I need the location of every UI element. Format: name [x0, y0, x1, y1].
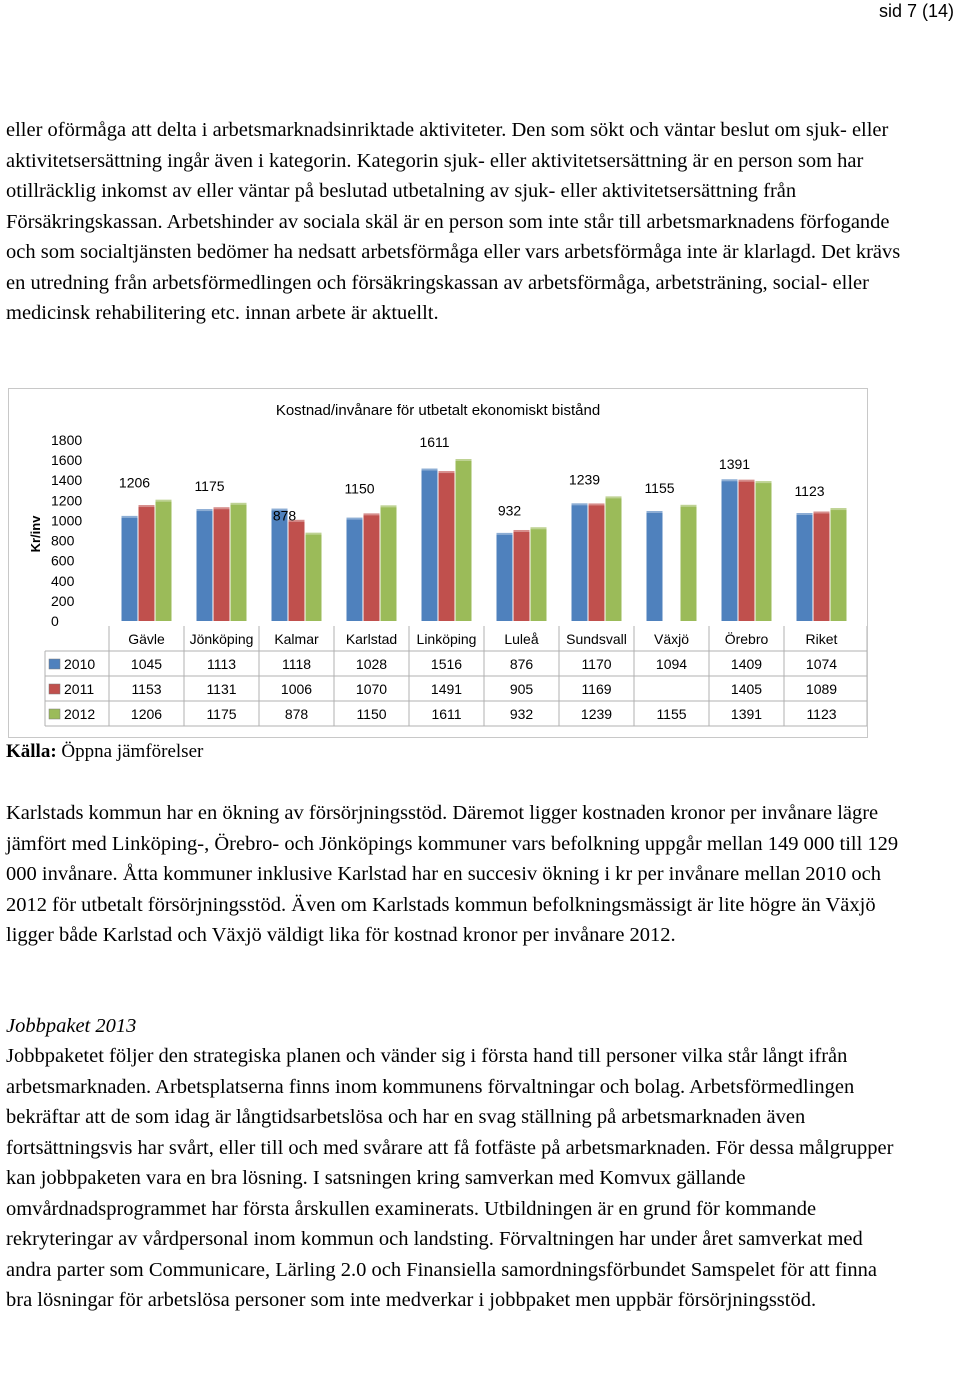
bar-linkoping-2010: [422, 469, 438, 621]
table-value-2010-linkoping: 1516: [430, 656, 463, 672]
y-tick-1600: 1600: [51, 452, 83, 469]
bar-top-riket-2011: [814, 511, 830, 513]
bar-top-lulea-2012: [531, 527, 547, 529]
table-value-2012-vaxjo: 1155: [656, 706, 687, 722]
legend-label-2011: 2011: [64, 681, 95, 697]
bar-top-orebro-2010: [722, 479, 738, 481]
bar-top-karlstad-2010: [347, 518, 363, 520]
bar-vaxjo-2012: [681, 505, 697, 621]
data-label-gavle: 1206: [118, 474, 151, 491]
bar-top-riket-2010: [797, 513, 813, 515]
y-tick-1400: 1400: [51, 472, 83, 489]
bar-gavle-2010: [122, 516, 138, 621]
bar-top-lulea-2010: [497, 533, 513, 535]
bar-jonkoping-2010: [197, 509, 213, 621]
cost-per-capita-chart: [8, 388, 868, 738]
category-label-riket: Riket: [805, 631, 838, 647]
table-value-2011-karlstad: 1070: [355, 681, 388, 697]
table-value-2012-jonkoping: 1175: [206, 706, 237, 722]
category-label-kalmar: Kalmar: [274, 631, 319, 647]
data-label-vaxjo: 1155: [644, 479, 675, 496]
category-label-vaxjo: Växjö: [653, 631, 690, 647]
data-label-kalmar: 878: [272, 507, 297, 524]
jobbpaket-heading: Jobbpaket 2013: [6, 1015, 137, 1037]
table-value-2011-lulea: 905: [509, 681, 534, 697]
bar-top-gavle-2010: [122, 516, 138, 518]
bar-top-vaxjo-2010: [647, 511, 663, 513]
bar-lulea-2010: [497, 533, 513, 621]
table-value-2012-riket: 1123: [806, 706, 837, 722]
table-value-2012-sundsvall: 1239: [580, 706, 613, 722]
bar-top-sundsvall-2010: [572, 503, 588, 505]
bar-top-gavle-2011: [139, 505, 155, 507]
bar-riket-2012: [831, 508, 847, 621]
category-label-lulea: Luleå: [504, 631, 539, 647]
bar-lulea-2011: [514, 530, 530, 621]
source-text: Öppna jämförelser: [61, 741, 204, 762]
bar-riket-2011: [814, 511, 830, 621]
bar-karlstad-2011: [364, 513, 380, 621]
jobbpaket-paragraph: Jobbpaketet följer den strategiska planen och vänder sig i första hand till personer vilka står långt ifrån arbetsmarknaden. Arbetsplatserna finns inom kommunens förvaltningar och bolag. Arbetsförmedlingen bekräftar att de som idag är långtidsarbetslösa och har en svag ställning på arbetsmarknaden även fortsättningsvis har svårt, eller till och med svårare att få fotfäste på arbetsmarknaden. För dessa målgrupper kan jobbpaketen vara en bra lösning. I satsningen kring samverkan med Komvux gällande omvårdnadsprogrammet har första årskullen examinerats. Utbildningen är en grund för kommande rekryteringar av vårdpersonal inom kommun och landsting. Förvaltningen har under året samverkat med andra parter som Communicare, Lärling 2.0 och Finansiella samordningsförbundet Samspelet för att finna bra lösningar för arbetslösa personer som inte medverkar i jobbpaket men uppbär försörjningsstöd.: [6, 1045, 894, 1311]
y-tick-400: 400: [51, 572, 75, 589]
bar-vaxjo-2010: [647, 511, 663, 621]
legend-swatch-2012: [49, 709, 60, 719]
bar-top-vaxjo-2012: [681, 505, 697, 507]
table-value-2012-kalmar: 878: [284, 706, 309, 722]
intro-paragraph: eller oförmåga att delta i arbetsmarknadsinriktade aktiviteter. Den som sökt och väntar beslut om sjuk- eller aktivitetsersättning ingår även i kategorin. Kategorin sjuk- eller aktivitetsersättning är en person som har otillräcklig inkomst av eller väntar på beslutad utbetalning av sjuk- eller aktivitetsersättning från Försäkringskassan. Arbetshinder av sociala skäl är en person som inte står till arbetsmarknadens förfogande och som socialtjänsten bedömer ha nedsatt arbetsförmåga eller vars arbetsförmåga inte är klarlagd. Det krävs en utredning från arbetsförmedlingen och försäkringskassan av arbetsförmåga, arbetsträning, social- eller medicinsk rehabilitering etc. innan arbete är aktuellt.: [6, 119, 901, 324]
table-value-2012-gavle: 1206: [130, 706, 163, 722]
category-label-sundsvall: Sundsvall: [566, 631, 627, 647]
bar-top-jonkoping-2010: [197, 509, 213, 511]
bar-riket-2010: [797, 513, 813, 621]
y-tick-1000: 1000: [51, 512, 83, 529]
bar-lulea-2012: [531, 527, 547, 621]
legend-label-2010: 2010: [64, 656, 96, 672]
bar-top-riket-2012: [831, 508, 847, 510]
bar-linkoping-2012: [456, 459, 472, 621]
bar-orebro-2011: [739, 480, 755, 621]
y-tick-200: 200: [51, 592, 75, 609]
category-label-gavle: Gävle: [128, 631, 165, 647]
bar-orebro-2010: [722, 479, 738, 621]
table-value-2010-orebro: 1409: [730, 656, 763, 672]
bar-top-orebro-2011: [739, 480, 755, 482]
bar-kalmar-2010: [272, 509, 288, 621]
bar-top-kalmar-2012: [306, 533, 322, 535]
legend-label-2012: 2012: [64, 706, 96, 722]
category-label-karlstad: Karlstad: [345, 631, 398, 647]
chart-source: [6, 740, 203, 764]
bar-top-jonkoping-2012: [231, 503, 247, 505]
table-value-2011-sundsvall: 1169: [581, 681, 612, 697]
data-label-lulea: 932: [497, 502, 522, 519]
table-value-2012-karlstad: 1150: [356, 706, 387, 722]
bar-kalmar-2012: [306, 533, 322, 621]
bar-sundsvall-2012: [606, 496, 622, 621]
table-value-2010-sundsvall: 1170: [581, 656, 612, 672]
table-value-2012-orebro: 1391: [730, 706, 763, 722]
table-value-2010-kalmar: 1118: [281, 656, 312, 672]
data-label-orebro: 1391: [718, 456, 751, 473]
table-value-2011-linkoping: 1491: [430, 681, 463, 697]
source-label: Källa:: [6, 741, 57, 762]
bar-gavle-2012: [156, 500, 172, 621]
bar-top-karlstad-2012: [381, 505, 397, 507]
y-tick-0: 0: [51, 613, 59, 629]
table-value-2010-riket: 1074: [805, 656, 838, 672]
bar-karlstad-2010: [347, 518, 363, 621]
bar-top-orebro-2012: [756, 481, 772, 483]
table-value-2011-orebro: 1405: [730, 681, 763, 697]
bar-top-linkoping-2011: [439, 471, 455, 473]
table-value-2011-jonkoping: 1131: [206, 681, 237, 697]
table-value-2010-jonkoping: 1113: [206, 656, 237, 672]
y-tick-1200: 1200: [51, 492, 83, 509]
bar-top-karlstad-2011: [364, 513, 380, 515]
table-value-2010-lulea: 876: [509, 656, 534, 672]
chart-canvas: [9, 389, 867, 737]
bar-gavle-2011: [139, 505, 155, 621]
category-label-linkoping: Linköping: [416, 631, 477, 647]
bar-karlstad-2012: [381, 505, 397, 621]
table-value-2011-riket: 1089: [805, 681, 838, 697]
category-label-jonkoping: Jönköping: [189, 631, 254, 647]
table-value-2011-gavle: 1153: [131, 681, 162, 697]
category-label-orebro: Örebro: [724, 631, 769, 647]
table-value-2012-lulea: 932: [509, 706, 534, 722]
table-value-2011-kalmar: 1006: [280, 681, 313, 697]
bar-top-sundsvall-2012: [606, 496, 622, 498]
data-label-sundsvall: 1239: [568, 471, 601, 488]
data-label-jonkoping: 1175: [194, 477, 225, 494]
bar-orebro-2012: [756, 481, 772, 621]
data-label-karlstad: 1150: [344, 480, 375, 497]
y-tick-600: 600: [51, 552, 75, 569]
table-value-2010-gavle: 1045: [130, 656, 163, 672]
bar-top-linkoping-2012: [456, 459, 472, 461]
page-number: sid 7 (14): [878, 1, 954, 21]
table-value-2010-vaxjo: 1094: [655, 656, 688, 672]
legend-swatch-2011: [49, 684, 60, 694]
data-label-linkoping: 1611: [419, 434, 450, 451]
bar-top-lulea-2011: [514, 530, 530, 532]
bar-sundsvall-2011: [589, 503, 605, 621]
bar-jonkoping-2011: [214, 507, 230, 621]
bar-linkoping-2011: [439, 471, 455, 621]
table-value-2012-linkoping: 1611: [431, 706, 462, 722]
data-label-riket: 1123: [794, 483, 825, 500]
chart-title: Kostnad/invånare för utbetalt ekonomiskt bistånd: [275, 402, 601, 419]
result-paragraph: Karlstads kommun har en ökning av försörjningsstöd. Däremot ligger kostnaden kronor per invånare lägre jämfört med Linköping-, Örebro- och Jönköpings kommuner vars befolkning uppgår mellan 149 000 till 129 000 invånare. Åtta kommuner inklusive Karlstad har en succesiv ökning i kr per invånare mellan 2010 och 2012 för utbetalt försörjningsstöd. Även om Karlstads kommun befolkningsmässigt är lite högre än Växjö ligger både Karlstad och Växjö väldigt lika för kostnad kronor per invånare 2012.: [6, 802, 899, 946]
bar-kalmar-2011: [289, 520, 305, 621]
bar-top-sundsvall-2011: [589, 503, 605, 505]
y-axis-label: Kr/inv: [28, 515, 43, 553]
y-tick-1800: 1800: [51, 432, 83, 448]
bar-sundsvall-2010: [572, 503, 588, 621]
bar-jonkoping-2012: [231, 503, 247, 621]
y-tick-800: 800: [51, 532, 75, 549]
legend-swatch-2010: [49, 659, 60, 669]
bar-top-linkoping-2010: [422, 469, 438, 471]
bar-top-jonkoping-2011: [214, 507, 230, 509]
table-value-2010-karlstad: 1028: [355, 656, 388, 672]
bar-top-gavle-2012: [156, 500, 172, 502]
